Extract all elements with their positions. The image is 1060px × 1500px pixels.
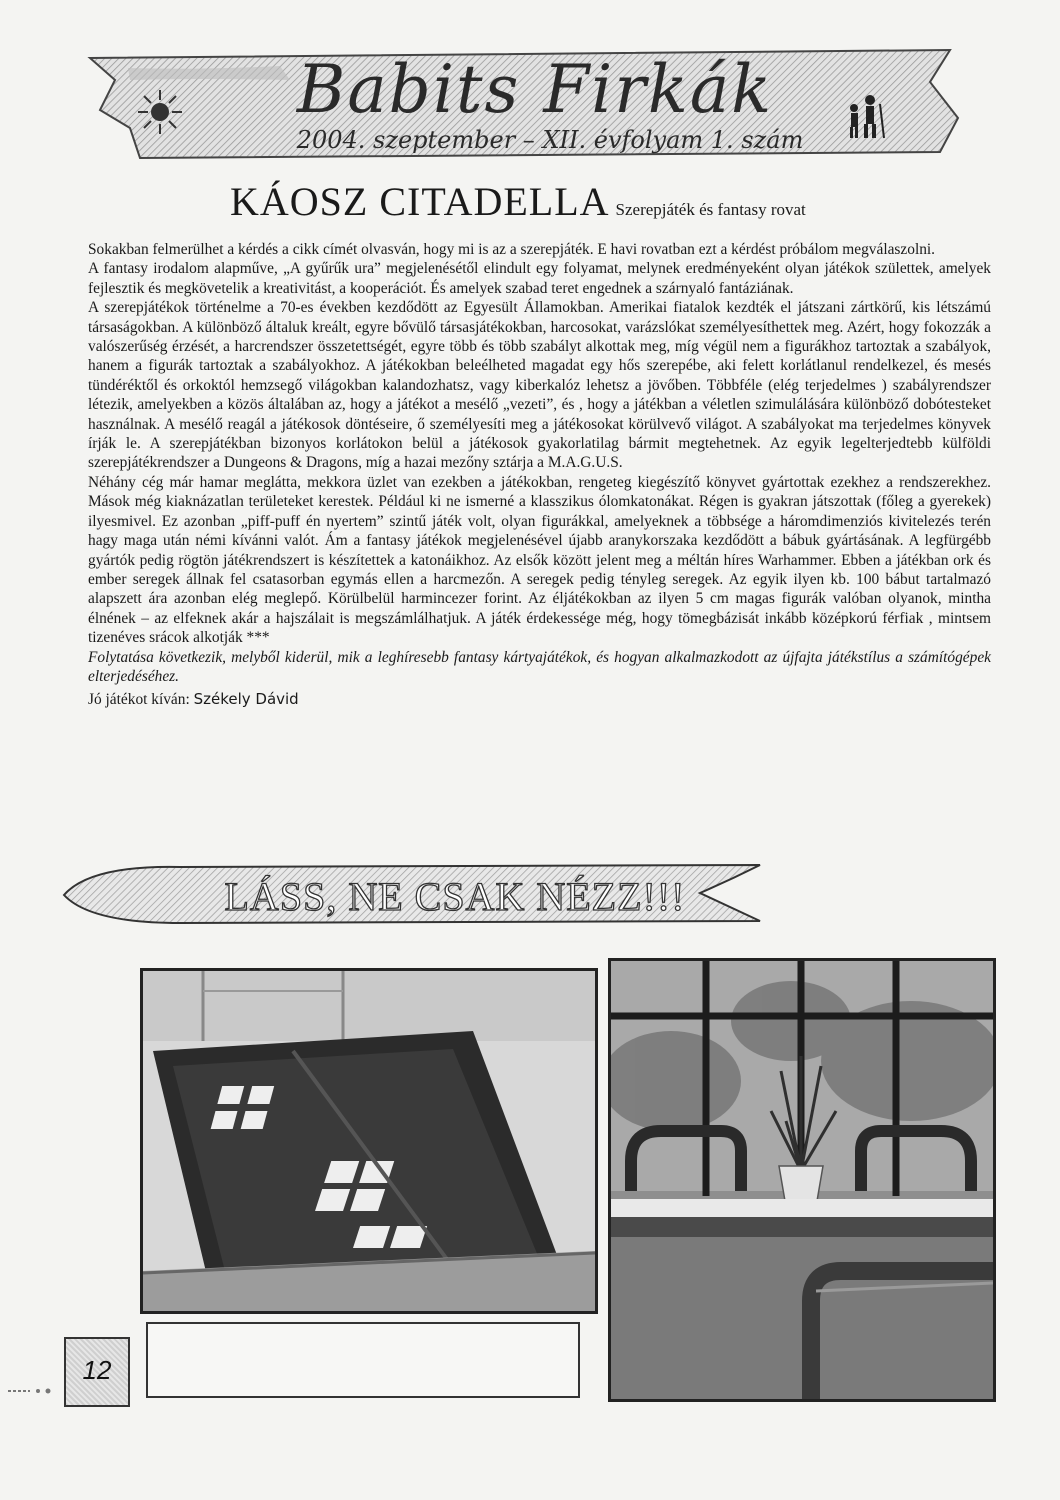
signature-name: Székely Dávid [193,690,299,709]
sun-icon [138,90,182,134]
masthead-subtitle: 2004. szeptember – XII. évfolyam 1. szám [296,126,804,154]
caption-box [146,1322,580,1398]
page-number-box [64,1337,130,1407]
photo-section-banner [60,855,780,933]
glass-skylight-photo-icon [143,971,595,1311]
article-paragraph: A fantasy irodalom alapműve, „A gyűrűk ura” megjelenésétől elindult egy folyamat, melynek eredményeként olyan játékok születtek, amelyek fejlesztik és megkövetelik a kreativitást, a kooperációt. És amelyek szabad teret engednek a szárnyaló fantáziának. [88,260,991,297]
photo-glass-skylight [140,968,598,1314]
masthead-title: Babits Firkák [296,51,774,128]
window-plant-photo-icon [611,961,993,1399]
article-paragraph: A szerepjátékok történelme a 70-es években kezdődött az Egyesült Államokban. Amerikai fiatalok kezdték el játszani zártkörű, kis létszámú társaságokban. A különböző általuk kreált, egyre bővülő társasjátékokban, harcosokat, varázslókat személyesíthettek meg. Azért, hogy fokozzák a valószerűség érzését, a harcrendszer összetettségét, egyre több és több szabályt alkottak meg, míg végül nem a figurákhoz tartoztak a szabályok, hanem a figurák tartoztak a szabályokhoz. A játékokban beleélheted magadat egy hős szerepébe, aki felett korlátlanul rendelkezel, és mesés tündéréktől és orkoktól hemzsegő világokban kalandozhatsz, vagy kiberkalóz lehetsz a jövőben. Többféle (elég terjedelmes ) szabályrendszer létezik, amelyekben a közös általában az, hogy a játékot a mesélő „vezeti”, és , hogy a játékban a véletlen szimulálására különböző dobótesteket használnak. A mesélő reagál a játékosok döntéseire, ő személyesíti meg a játékosokat körülvevő világot. A szabályokat ma terjedelmes könyvek írják le. A szerepjátékban bizonyos korlátokon belül a játékosok gyakorlatilag bármit megtehetnek. Az egyik legelterjedtebb külföldi szerepjátékrendszer a Dungeons & Dragons, míg a hazai mezőny sztárja a M.A.G.U.S. [88,299,991,472]
article-signature [88,690,991,709]
banner-text: LÁSS, NE CSAK NÉZZ!!! [224,874,686,919]
section-title: KÁOSZ CITADELLA [230,179,610,224]
article-body [88,240,991,710]
photo-window-plant [608,958,996,1402]
page-number: 12 [82,1355,112,1385]
article-paragraph: Néhány cég már hamar meglátta, mekkora üzlet van ezekben a játékokban, rengeteg kiegészítő könyvet gyártottak ezekhez a rendszerekhez. Mások még kiaknázatlan területeket kerestek. Például ki ne ismerné a klasszikus ólomkatonákat. Régen is gyakran játszottak (főleg a gyerekek) ilyesmivel. Ez azonban „piff-puff én nyertem” szintű játék volt, olyan figurákkal, amelyeknek a többsége a háromdimenziós kivitelezés terén hagy maga után némi kívánni valót. Ám a fantasy játékok megjelenésével újabb aranykorszaka kezdődött a bábuk gyártásának. A legfürgébb gyártók pedig rögtön játékrendszert is készítettek a katonáikhoz. Az elsők között jelent meg a méltán híres Warhammer. Ebben a játékban ork és ember seregek állnak fel csatasorban egymás ellen a harcmezőn. A seregek pedig tényleg seregek. Az egyik ilyen kb. 100 bábut tartalmazó alapszett ára azonban elég meglepő. Körülbelül harmincezer forint. Az éljátékokban az ilyen 5 cm magas figurák valóban olyanok, mintha élnének – az elfeknek akár a hajszálait is megszámlálhatjuk. A játék érdekessége még, hogy tömegbázisát inkább középkorú férfiak , mintsem tizenéves srácok alkotják *** [88,473,991,647]
article-paragraph: Sokakban felmerülhet a kérdés a cikk címét olvasván, hogy mi is az a szerepjáték. E havi rovatban ezt a kérdést próbálom megválaszolni. [88,241,936,258]
section-tagline: Szerepjáték és fantasy rovat [615,200,806,219]
scan-edge-mark [8,1388,54,1394]
article-continuation-note: Folytatása következik, melyből kiderül, mik a leghíresebb fantasy kártyajátékok, és hogyan alkalmazkodott az újfajta játékstílus a számítógépek elterjedéséhez. [88,648,991,685]
section-heading [230,178,990,225]
signature-prefix: Jó játékot kíván: [88,691,194,709]
masthead-banner [80,40,990,170]
